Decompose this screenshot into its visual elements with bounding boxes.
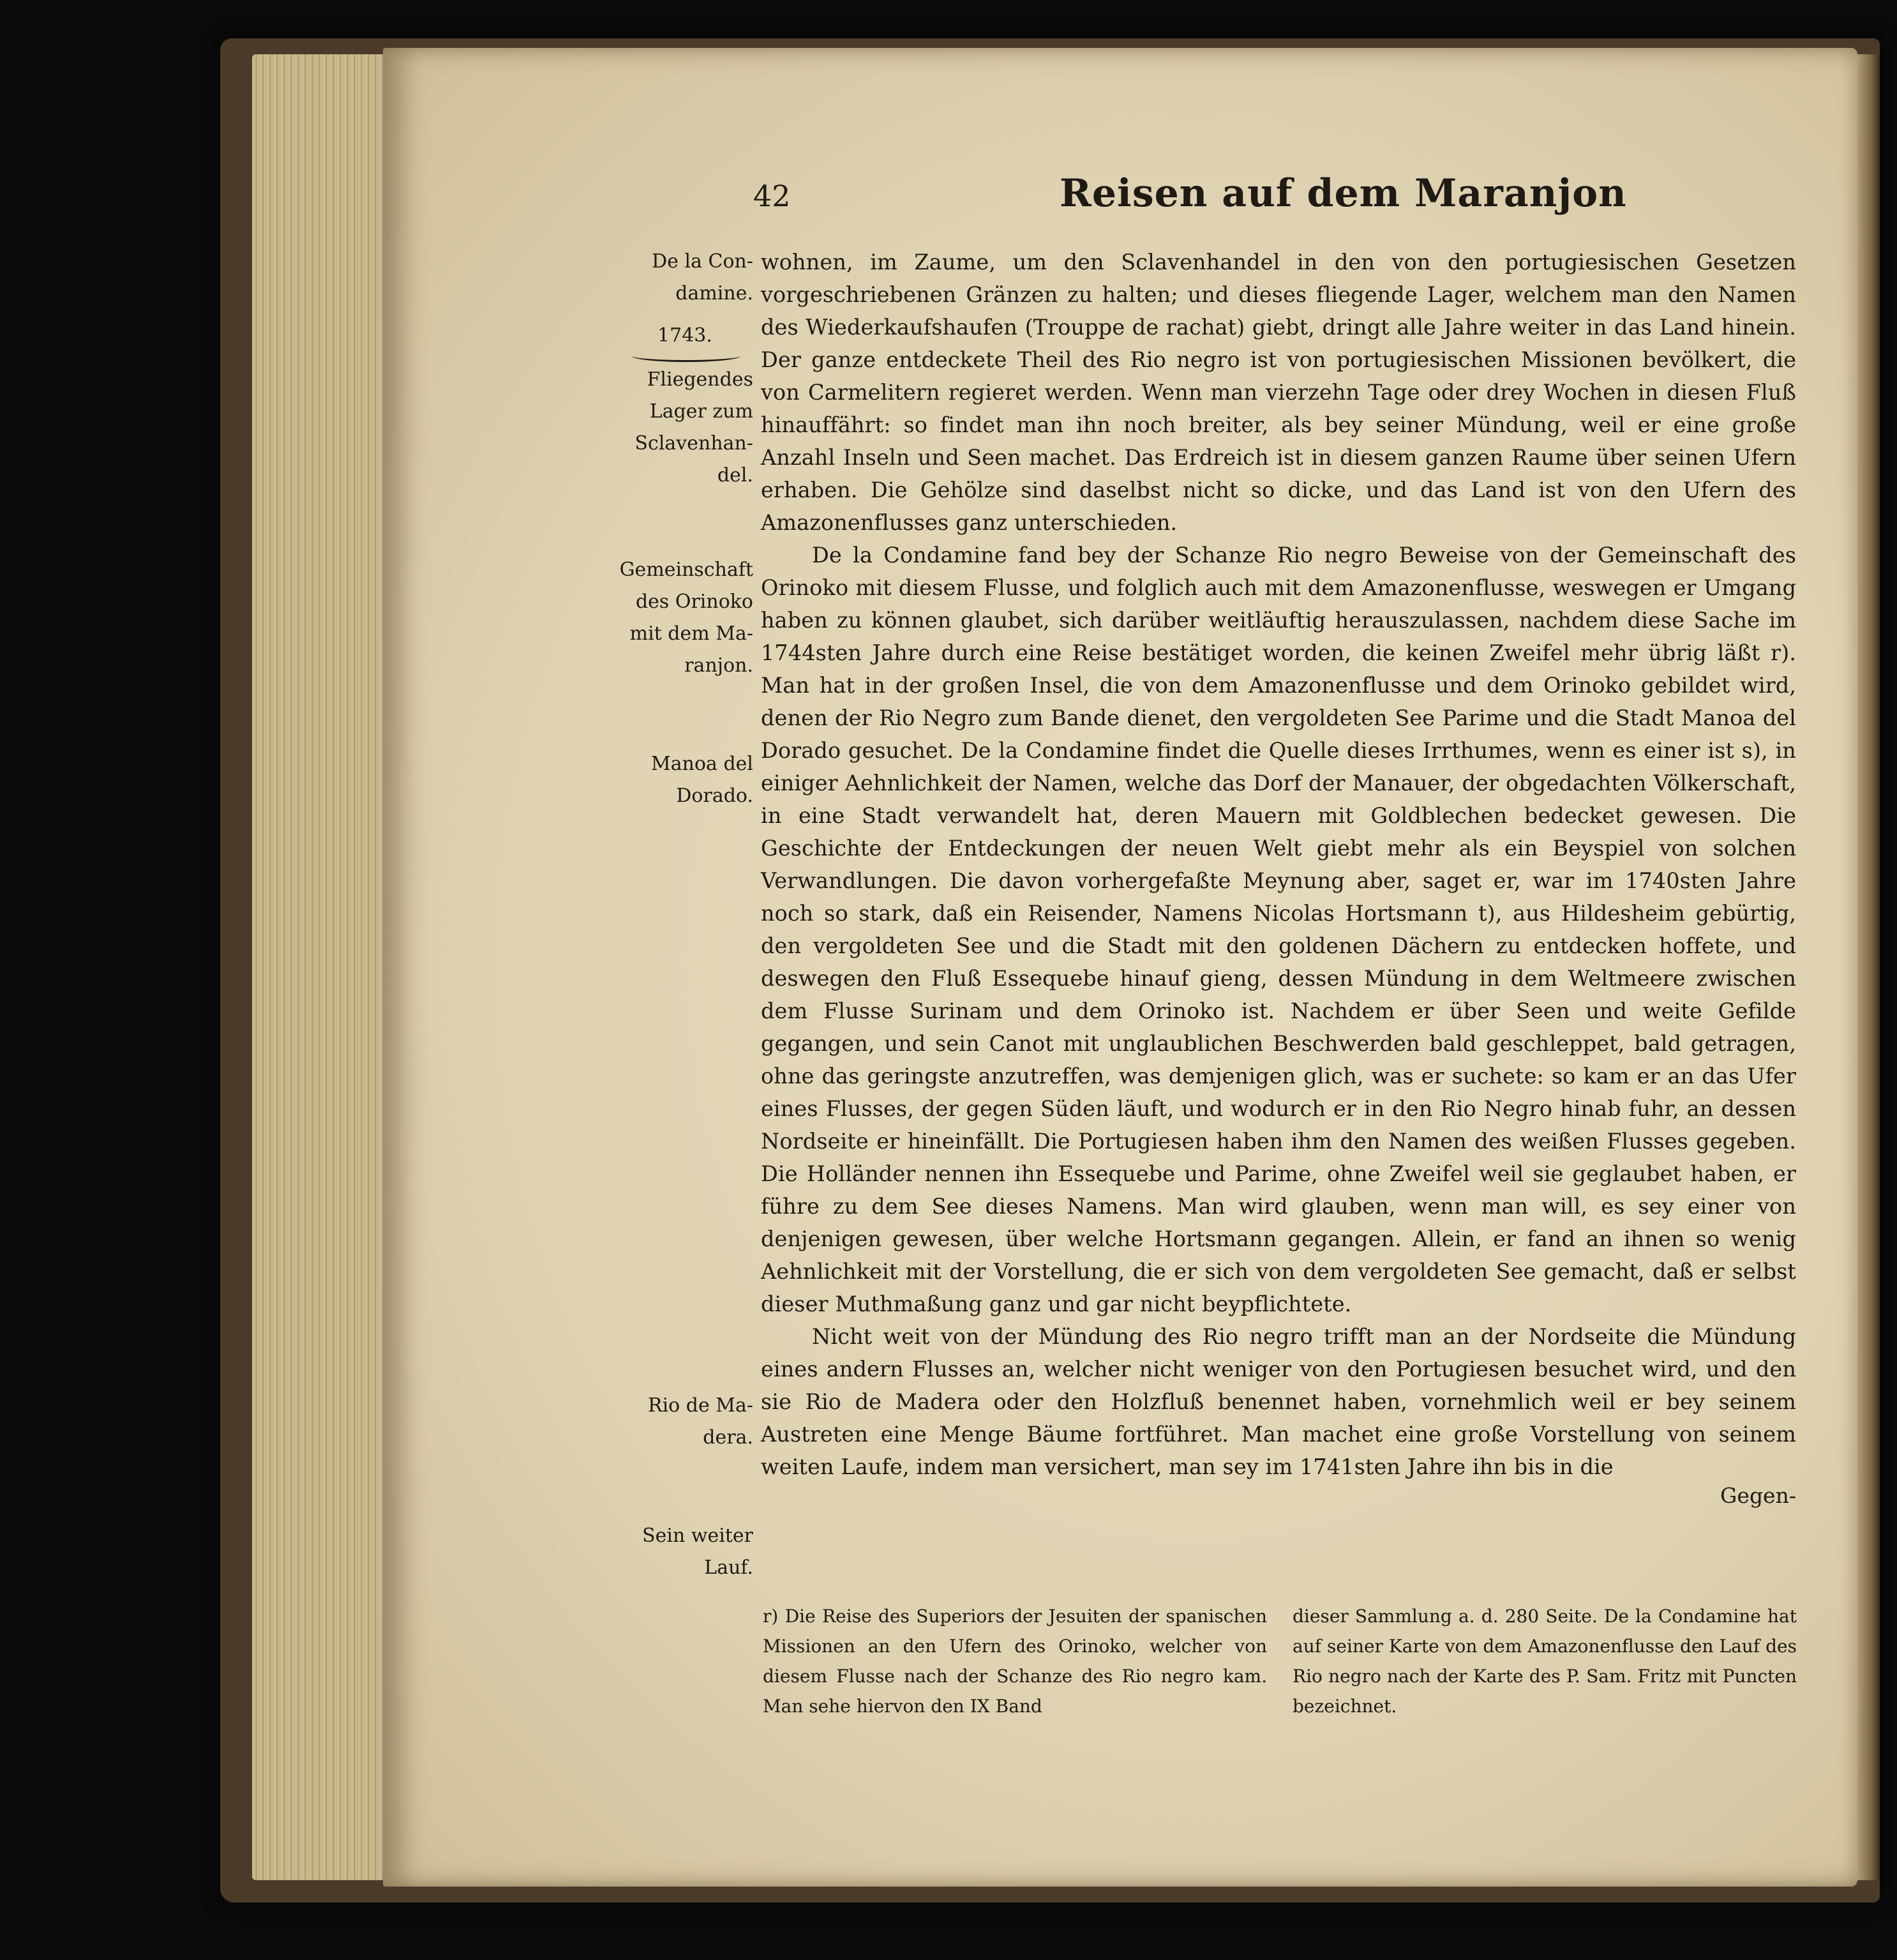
- body-text: [761, 246, 1796, 1516]
- footnotes: [763, 1601, 1797, 1723]
- paragraph-3: Nicht weit von der Mündung des Rio negro trifft man an der Nordseite die Mündung eines andern Flusses an, welcher nicht weniger von den Portugiesen besuchet wird, und den sie Rio de Madera oder den Holzfluß benennet haben, vornehmlich weil er bey seinem Austreten eine Menge Bäume fortführet. Man machet eine große Vorstellung von seinem weiten Laufe, indem man versichert, man sey im 1741sten Jahre ihn bis in die: [761, 1324, 1796, 1479]
- margin-note-author: De la Con- damine.: [652, 250, 753, 305]
- paragraph-1: wohnen, im Zaume, um den Sclavenhandel in den von den portugiesischen Gesetzen vorgeschriebenen Gränzen zu halten; und dieses fliegende Lager, welchem man den Namen des Wiederkaufshaufen (Trouppe de rachat) giebt, dringt alle Jahre weiter in das Land hinein. Der ganze entdeckete Theil des Rio negro ist von portugiesischen Missionen bevölkert, die von Carmelitern regieret werden. Wenn man vierzehn Tage oder drey Wochen in diesen Fluß hinauffährt: so findet man ihn noch breiter, als bey seiner Mündung, weil er eine große Anzahl Inseln und Seen machet. Das Erdreich ist in diesem ganzen Raume über seinen Ufern erhaben. Die Gehölze sind daselbst nicht so dicke, und das Land ist von den Ufern des Amazonenflusses ganz unterschieden.: [761, 250, 1796, 535]
- margin-note-year: 1743.: [657, 324, 712, 347]
- margin-note-course: Sein weiter Lauf.: [642, 1525, 753, 1579]
- page-header: [753, 171, 1806, 222]
- page-edges-left: [252, 54, 396, 1880]
- page-number: 42: [753, 179, 791, 213]
- margin-note-rio-de-madera: Rio de Ma- dera.: [647, 1394, 753, 1449]
- margin-note-slave-trade: Fliegendes Lager zum Sclavenhan- del.: [634, 368, 753, 486]
- catchword: Gegen-: [1720, 1483, 1796, 1508]
- margin-note-orinoko: Gemeinschaft des Orinoko mit dem Ma- ranjon.: [619, 559, 753, 677]
- running-title: Reisen auf dem Maranjon: [1060, 171, 1627, 216]
- paragraph-2: De la Condamine fand bey der Schanze Rio negro Beweise von der Gemeinschaft des Orinoko mit diesem Flusse, und folglich auch mit dem Amazonenflusse, weswegen er Umgang haben zu können glaubet, sich darüber weitläuftig herauszulassen, nachdem diese Sache im 1744sten Jahre durch eine Reise bestätiget worden, die keinen Zweifel mehr übrig läßt r). Man hat in der großen Insel, die von dem Amazonenflusse und dem Orinoko gebildet wird, denen der Rio Negro zum Bande dienet, den vergoldeten See Parime und die Stadt Manoa del Dorado gesuchet. De la Condamine findet die Quelle dieses Irrthumes, wenn es einer ist s), in einiger Aehnlichkeit der Namen, welche das Dorf der Manauer, der obgedachten Völkerschaft, in eine Stadt verwandelt hat, deren Mauern mit Goldblechen bedecket gewesen. Die Geschichte der Entdeckungen der neuen Welt giebt mehr als ein Beyspiel von solchen Verwandlungen. Die davon vorhergefaßte Meynung aber, saget er, war im 1740sten Jahre noch so stark, daß ein Reisender, Namens Nicolas Hortsmann t), aus Hildesheim gebürtig, den vergoldeten See und die Stadt mit den goldenen Dächern zu entdecken hoffete, und deswegen den Fluß Essequebe hinauf gieng, dessen Mündung in dem Weltmeere zwischen dem Flusse Surinam und dem Orinoko ist. Nachdem er über Seen und weite Gefilde gegangen, und sein Canot mit unglaublichen Beschwerden bald geschleppet, bald getragen, ohne das geringste anzutreffen, was demjenigen glich, was er suchete: so kam er an das Ufer eines Flusses, der gegen Süden läuft, und wodurch er in den Rio Negro hinab fuhr, an dessen Nordseite er hineinfällt. Die Portugiesen haben ihm den Namen des weißen Flusses gegeben. Die Holländer nennen ihn Essequebe und Parime, ohne Zweifel weil sie geglaubet haben, er führe zu dem See dieses Namens. Man wird glauben, wenn man will, es sey einer von denjenigen gewesen, über welche Hortsmann gegangen. Allein, er fand an ihnen so wenig Aehnlichkeit mit der Vorstellung, die er sich von dem vergoldeten See gemacht, daß er selbst dieser Muthmaßung ganz und gar nicht beypflichtete.: [761, 543, 1796, 1316]
- margin-brace: [632, 350, 740, 362]
- footnote-right-column: dieser Sammlung a. d. 280 Seite. De la Condamine hat auf seiner Karte von dem Amazonenflusse den Lauf des Rio negro nach der Karte des P. Sam. Fritz mit Puncten bezeichnet.: [1293, 1606, 1797, 1717]
- footnote-left-column: r) Die Reise des Superiors der Jesuiten der spanischen Missionen an den Ufern des Orinoko, welcher von diesem Flusse nach der Schanze des Rio negro kam. Man sehe hiervon den IX Band: [763, 1606, 1267, 1717]
- margin-note-manoa: Manoa del Dorado.: [651, 753, 753, 807]
